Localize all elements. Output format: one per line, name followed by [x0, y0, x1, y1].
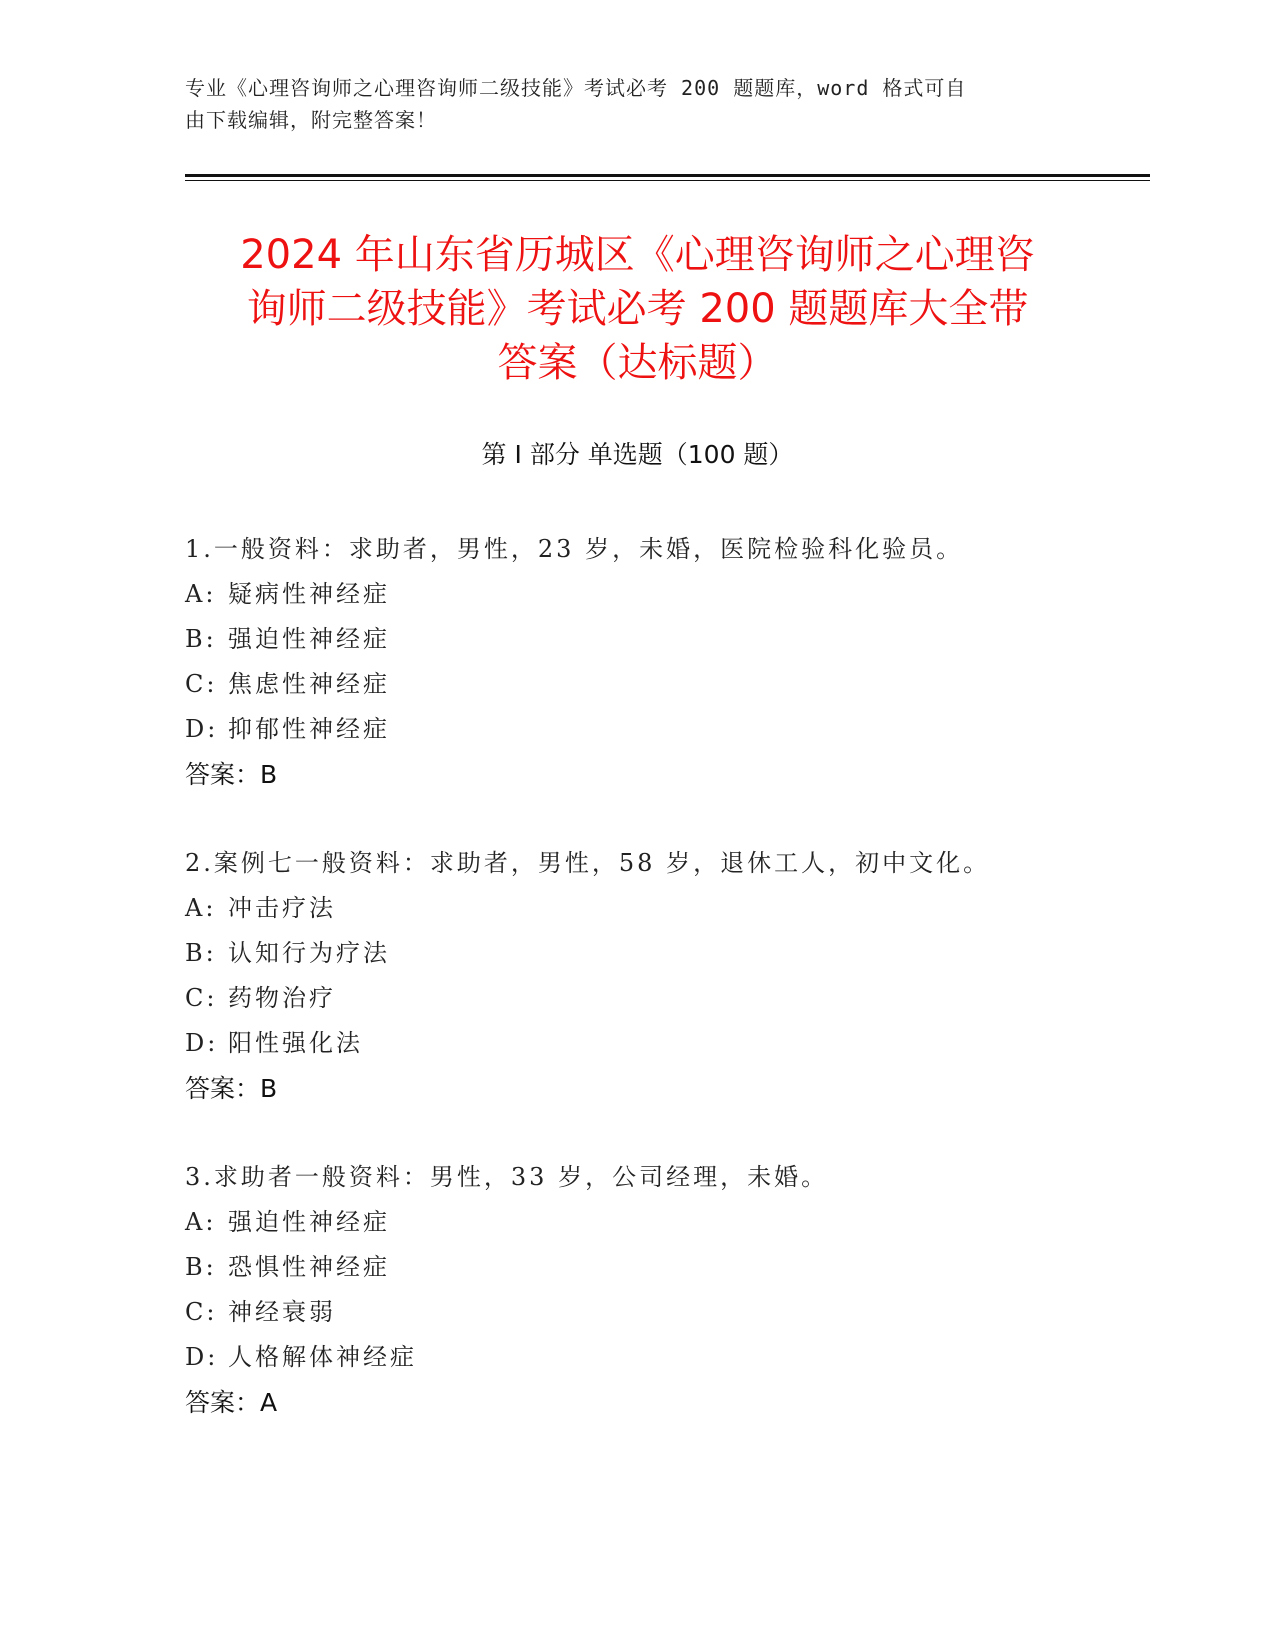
header-divider-thick: [185, 174, 1150, 177]
option-key: B:: [185, 625, 217, 653]
option-d: [185, 1021, 1135, 1066]
option-a: [185, 886, 1135, 931]
title-line-2: 询师二级技能》考试必考 200 题题库大全带: [246, 286, 1029, 332]
option-a: [185, 572, 1135, 617]
option-text: 人格解体神经症: [228, 1343, 417, 1371]
answer-line: 答案：B: [185, 1074, 278, 1103]
option-text: 焦虑性神经症: [228, 670, 390, 698]
question-item: [185, 841, 1135, 1111]
option-text: 认知行为疗法: [228, 939, 390, 967]
option-d: [185, 1335, 1135, 1380]
question-list: [185, 527, 1135, 1469]
answer-line: 答案：B: [185, 760, 278, 789]
option-key: D:: [185, 715, 219, 743]
question-item: [185, 1155, 1135, 1425]
option-key: A:: [185, 894, 217, 922]
option-text: 阳性强化法: [228, 1029, 363, 1057]
header-divider-thin: [185, 180, 1150, 181]
question-stem: 3.求助者一般资料：男性，33 岁，公司经理，未婚。: [185, 1163, 829, 1191]
option-c: [185, 662, 1135, 707]
option-text: 强迫性神经症: [228, 1208, 390, 1236]
question-stem: 2.案例七一般资料：求助者，男性，58 岁，退休工人，初中文化。: [185, 849, 991, 877]
question-stem: 1.一般资料：求助者，男性，23 岁，未婚，医院检验科化验员。: [185, 535, 964, 563]
title-line-3: 答案（达标题）: [497, 340, 778, 386]
option-text: 抑郁性神经症: [228, 715, 390, 743]
option-key: C:: [185, 1298, 218, 1326]
option-text: 恐惧性神经症: [228, 1253, 390, 1281]
option-key: C:: [185, 670, 218, 698]
header-note-line-1: 专业《心理咨询师之心理咨询师二级技能》考试必考 200 题题库，word 格式可自: [185, 76, 967, 100]
option-text: 药物治疗: [228, 984, 336, 1012]
option-key: A:: [185, 580, 217, 608]
option-c: [185, 976, 1135, 1021]
option-key: C:: [185, 984, 218, 1012]
header-note: [185, 72, 1065, 136]
option-text: 强迫性神经症: [228, 625, 390, 653]
option-text: 神经衰弱: [228, 1298, 336, 1326]
option-b: [185, 617, 1135, 662]
option-key: D:: [185, 1343, 219, 1371]
option-key: B:: [185, 939, 217, 967]
option-text: 疑病性神经症: [228, 580, 390, 608]
option-c: [185, 1290, 1135, 1335]
question-item: [185, 527, 1135, 797]
answer-line: 答案：A: [185, 1388, 278, 1417]
option-key: D:: [185, 1029, 219, 1057]
title-line-1: 2024 年山东省历城区《心理咨询师之心理咨: [240, 232, 1035, 278]
option-d: [185, 707, 1135, 752]
option-a: [185, 1200, 1135, 1245]
option-b: [185, 1245, 1135, 1290]
option-text: 冲击疗法: [228, 894, 336, 922]
option-key: A:: [185, 1208, 217, 1236]
option-b: [185, 931, 1135, 976]
document-title: [160, 228, 1115, 390]
option-key: B:: [185, 1253, 217, 1281]
section-heading: 第 I 部分 单选题（100 题）: [481, 440, 794, 469]
header-note-line-2: 由下载编辑，附完整答案！: [185, 108, 437, 132]
